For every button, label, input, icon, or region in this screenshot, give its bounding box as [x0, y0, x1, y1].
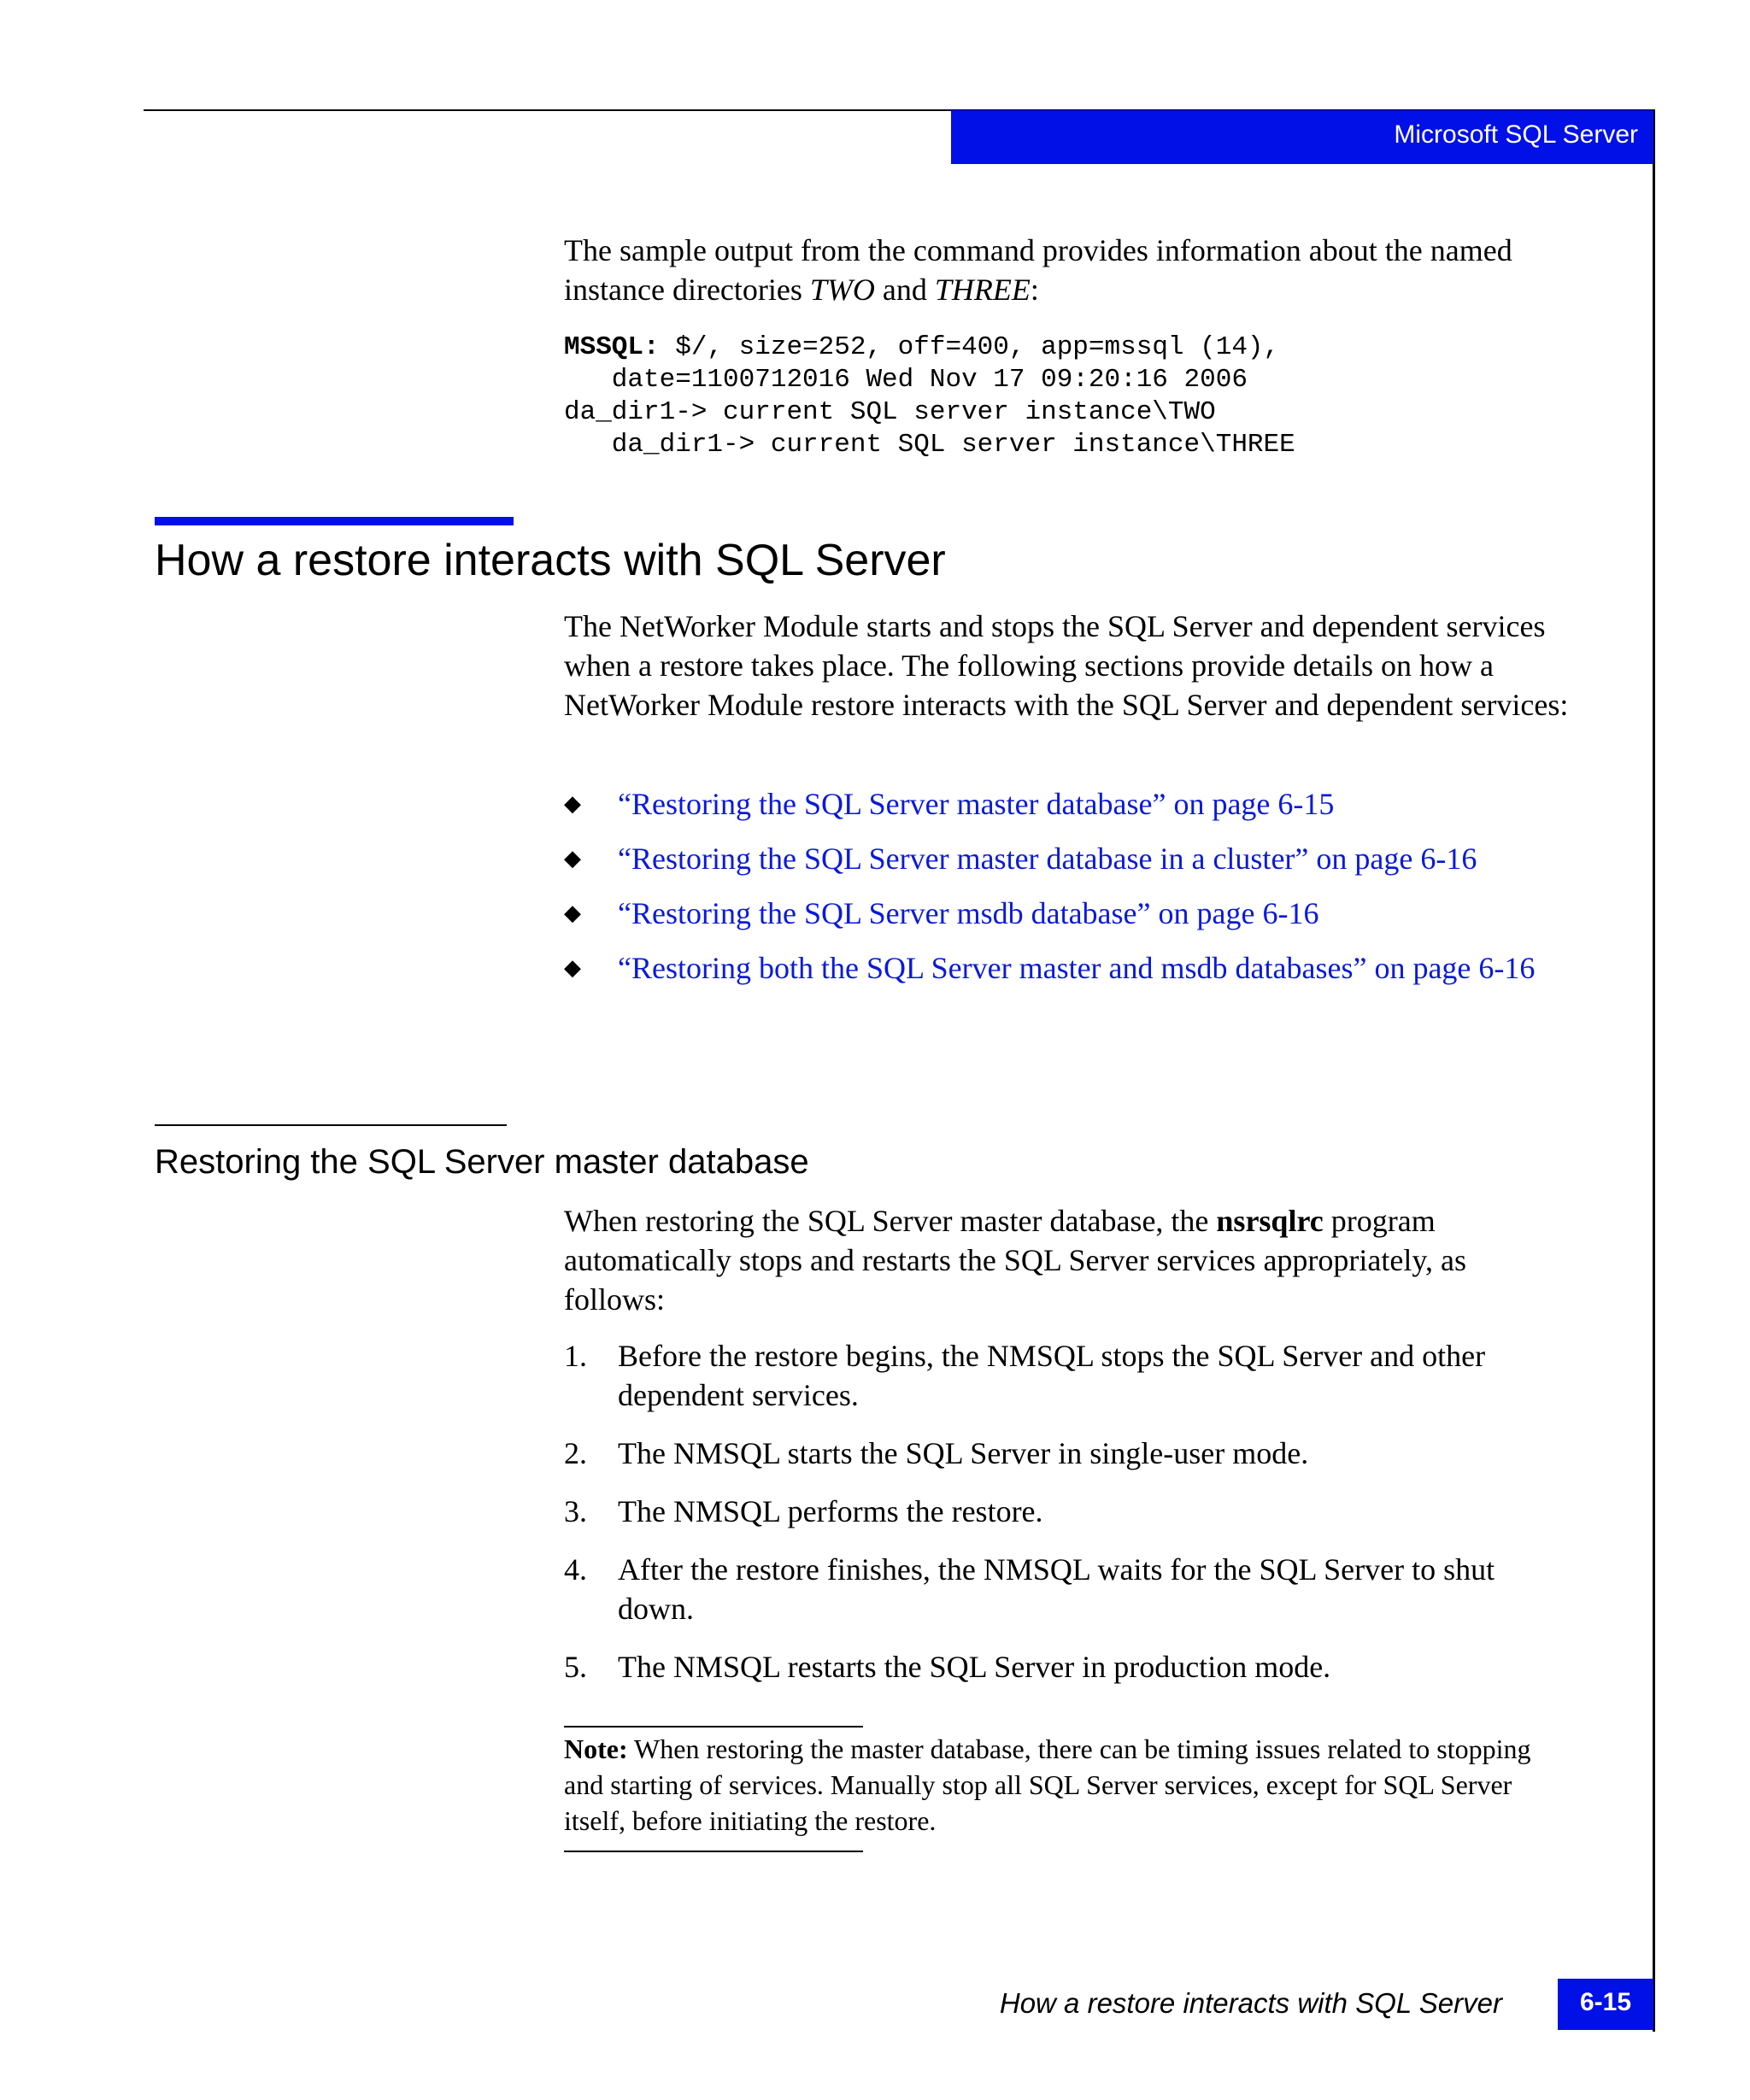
link-restore-msdb[interactable]: “Restoring the SQL Server msdb database” on page 6-16: [618, 896, 1319, 930]
note-rule-bottom: [564, 1851, 863, 1852]
subsection-rule: [155, 1124, 507, 1126]
running-footer-title: How a restore interacts with SQL Server: [999, 1987, 1502, 2019]
step-number: 5.: [564, 1650, 587, 1684]
list-item: [564, 1434, 1572, 1473]
step-text: The NMSQL starts the SQL Server in single-user mode.: [618, 1436, 1309, 1470]
note-rule-top: [564, 1726, 863, 1728]
subsection-heading: Restoring the SQL Server master database: [155, 1143, 809, 1181]
running-header-title: Microsoft SQL Server: [1394, 120, 1638, 149]
link-restore-master-cluster[interactable]: “Restoring the SQL Server master database in a cluster” on page 6-16: [618, 842, 1477, 876]
step-number: 3.: [564, 1494, 587, 1528]
code-label: MSSQL:: [564, 332, 660, 362]
instance-three: THREE: [934, 273, 1031, 307]
page-number-box: [1558, 1979, 1653, 2030]
sample-output-code: MSSQL: $/, size=252, off=400, app=mssql (14), date=1100712016 Wed Nov 17 09:20:16 2006 da_dir1-> current SQL server instance\TWO da_dir1-> current SQL server instance\THREE: [564, 332, 1295, 460]
step-number: 4.: [564, 1552, 587, 1587]
list-item: [564, 1492, 1572, 1531]
list-item: [564, 1336, 1572, 1415]
list-item: [564, 1550, 1572, 1628]
diamond-bullet-icon: ◆: [564, 955, 581, 980]
diamond-bullet-icon: ◆: [564, 900, 581, 925]
link-restore-master[interactable]: “Restoring the SQL Server master database” on page 6-15: [618, 787, 1335, 821]
intro-paragraph: The sample output from the command provides information about the named instance directories TWO and THREE:: [564, 233, 1512, 307]
link-restore-master-msdb[interactable]: “Restoring both the SQL Server master and msdb databases” on page 6-16: [618, 951, 1536, 985]
list-item: [564, 1647, 1572, 1686]
step-number: 2.: [564, 1436, 587, 1470]
restore-steps-list: [564, 1336, 1572, 1705]
subsection-intro-paragraph: When restoring the SQL Server master database, the nsrsqlrc program automatically stops and restarts the SQL Server services appropriately, as follows:: [564, 1204, 1467, 1317]
step-text: After the restore finishes, the NMSQL waits for the SQL Server to shut down.: [618, 1552, 1495, 1626]
note-label: Note:: [564, 1733, 628, 1764]
list-item: [564, 894, 1572, 933]
section-intro-paragraph: The NetWorker Module starts and stops the SQL Server and dependent services when a restore takes place. The following sections provide details on how a NetWorker Module restore interacts with the SQL Server and dependent services:: [564, 609, 1569, 722]
step-text: Before the restore begins, the NMSQL stops the SQL Server and other dependent services.: [618, 1339, 1486, 1412]
running-header: [951, 110, 1653, 164]
diamond-bullet-icon: ◆: [564, 846, 581, 871]
program-name: nsrsqlrc: [1216, 1204, 1324, 1238]
related-sections-list: [564, 784, 1572, 1003]
step-text: The NMSQL restarts the SQL Server in production mode.: [618, 1650, 1331, 1684]
instance-two: TWO: [809, 273, 875, 307]
step-number: 1.: [564, 1339, 587, 1373]
page-number: 6-15: [1579, 1988, 1632, 2016]
step-text: The NMSQL performs the restore.: [618, 1494, 1043, 1528]
section-heading: How a restore interacts with SQL Server: [155, 536, 946, 585]
page-edge-rule: [1653, 109, 1655, 2032]
list-item: [564, 839, 1572, 878]
section-accent-bar: [155, 517, 514, 525]
note-paragraph: Note: When restoring the master database, there can be timing issues related to stopping and starting of services. Manually stop all SQL Server services, except for SQL Server itself, before initiating the restore.: [564, 1733, 1531, 1836]
diamond-bullet-icon: ◆: [564, 791, 581, 816]
list-item: [564, 784, 1572, 824]
list-item: [564, 948, 1572, 988]
